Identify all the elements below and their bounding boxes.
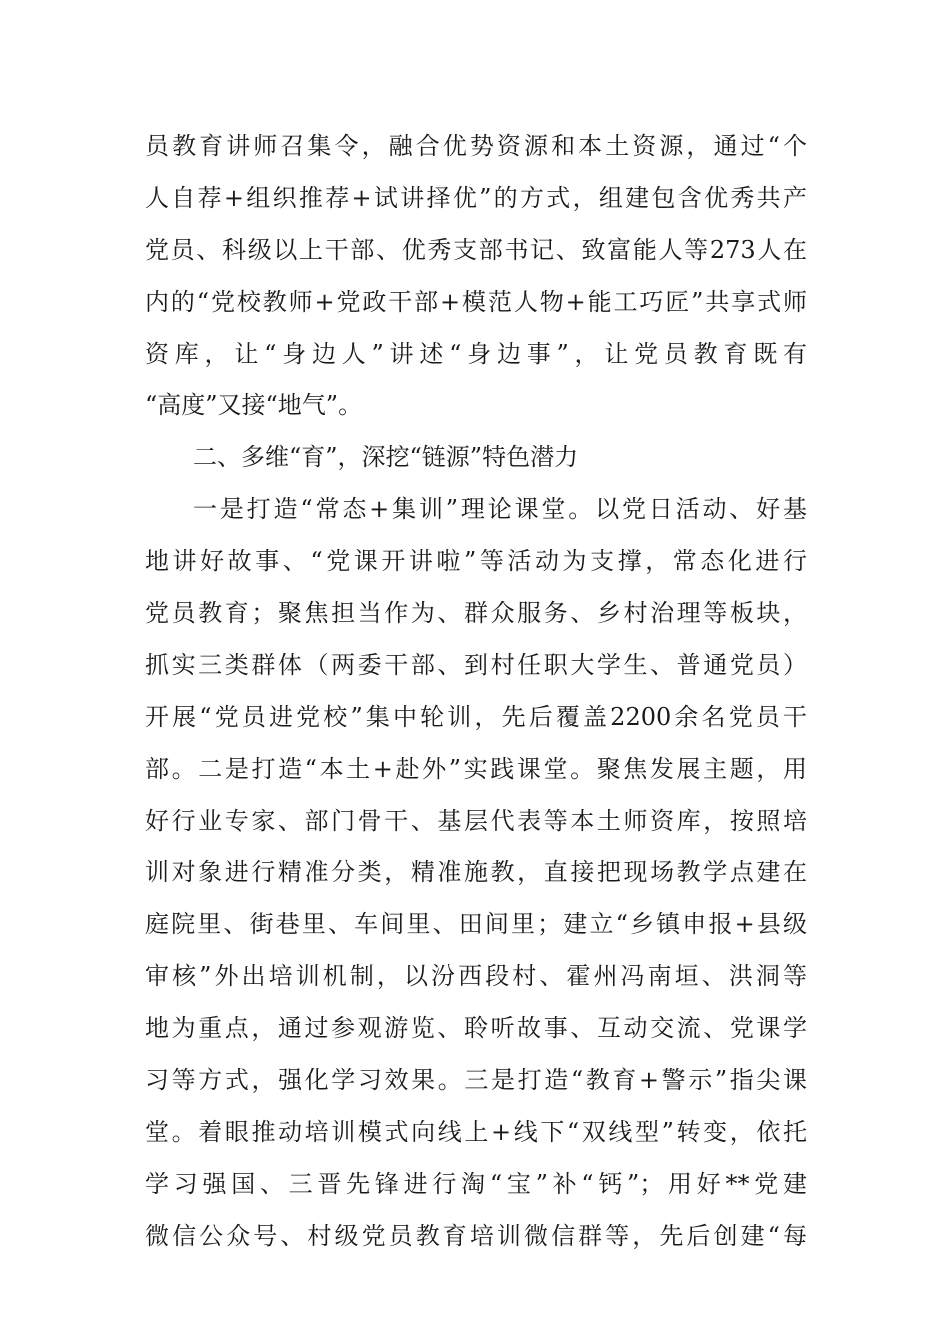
paragraph-line: 人自荐+组织推荐+试讲择优”的方式，组建包含优秀共产: [145, 183, 807, 212]
paragraph-line: 好行业专家、部门骨干、基层代表等本土师资库，按照培: [145, 806, 807, 835]
paragraph-line: “高度”又接“地气”。: [145, 391, 363, 420]
paragraph-line: 堂。着眼推动培训模式向线上+线下“双线型”转变，依托: [145, 1117, 807, 1146]
paragraph-line: 地为重点，通过参观游览、聆听故事、互动交流、党课学: [145, 1014, 807, 1043]
paragraph-line: 资库，让“身边人”讲述“身边事”，让党员教育既有: [145, 339, 807, 368]
paragraph-line: 庭院里、街巷里、车间里、田间里；建立“乡镇申报+县级: [145, 910, 807, 939]
paragraph-line: 开展“党员进党校”集中轮训，先后覆盖2200余名党员干: [145, 702, 807, 731]
paragraph-line: 内的“党校教师+党政干部+模范人物+能工巧匠”共享式师: [145, 287, 807, 316]
paragraph-line: 部。二是打造“本土+赴外”实践课堂。聚焦发展主题，用: [145, 754, 807, 783]
paragraph-line: 习等方式，强化学习效果。三是打造“教育+警示”指尖课: [145, 1066, 807, 1095]
paragraph-line: 党员教育；聚焦担当作为、群众服务、乡村治理等板块，: [145, 599, 807, 628]
paragraph-line: 抓实三类群体（两委干部、到村任职大学生、普通党员）: [145, 650, 807, 679]
paragraph-line: 党员、科级以上干部、优秀支部书记、致富能人等273人在: [145, 235, 807, 264]
paragraph-line: 审核”外出培训机制，以汾西段村、霍州冯南垣、洪洞等: [145, 962, 807, 991]
paragraph-line: 训对象进行精准分类，精准施教，直接把现场教学点建在: [145, 858, 807, 887]
paragraph-line: 地讲好故事、“党课开讲啦”等活动为支撑，常态化进行: [145, 547, 807, 576]
paragraph-line: 员教育讲师召集令，融合优势资源和本土资源，通过“个: [145, 132, 807, 160]
section-heading: 二、多维“育”，深挖“链源”特色潜力: [193, 443, 579, 472]
document-body: [145, 122, 807, 1264]
paragraph-line: 学习强国、三晋先锋进行淘“宝”补“钙”；用好**党建: [145, 1169, 807, 1198]
paragraph-line: 微信公众号、村级党员教育培训微信群等，先后创建“每: [145, 1221, 807, 1250]
paragraph-line: 一是打造“常态+集训”理论课堂。以党日活动、好基: [193, 495, 807, 524]
